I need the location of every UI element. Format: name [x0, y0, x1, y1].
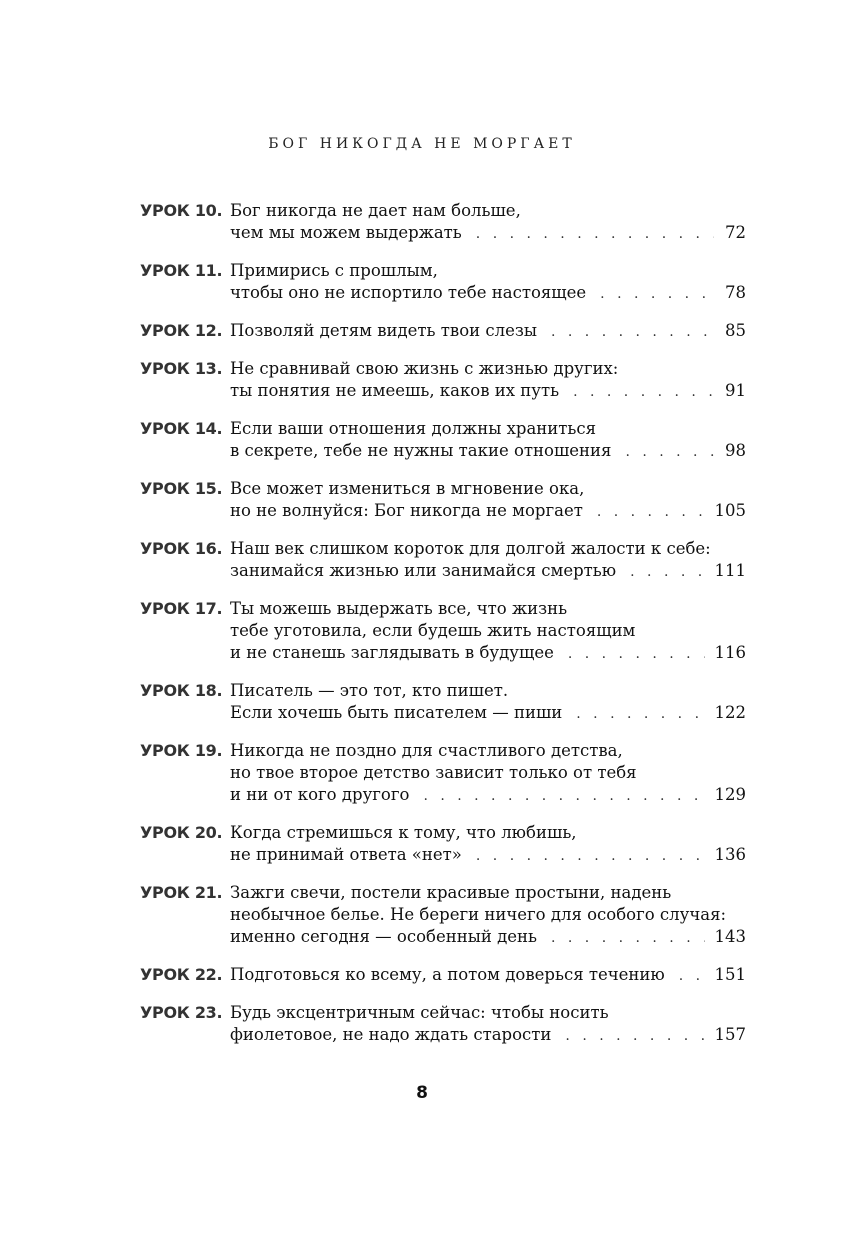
- dot-leader: [597, 501, 705, 523]
- toc-entry: [140, 538, 746, 583]
- toc-entry: [140, 598, 746, 665]
- title-line: Позволяй детям видеть твои слезы: [230, 321, 537, 340]
- title-line: и не станешь заглядывать в будущее: [230, 643, 554, 662]
- page-ref: 129: [714, 785, 746, 804]
- title-line: Ты можешь выдержать все, что жизнь: [230, 599, 568, 618]
- lesson-title: [230, 740, 746, 807]
- lesson-title: [230, 260, 746, 305]
- dot-leader: [476, 223, 714, 245]
- lesson-title: [230, 964, 746, 987]
- lesson-title: [230, 320, 746, 343]
- page-ref: 136: [714, 845, 746, 864]
- dot-leader: [679, 965, 705, 987]
- page-ref: 98: [725, 441, 746, 460]
- toc-entry: [140, 740, 746, 807]
- lesson-label: УРОК 11.: [140, 261, 223, 280]
- lesson-label: УРОК 23.: [140, 1003, 223, 1022]
- dot-leader: [565, 1025, 704, 1047]
- toc-entry: [140, 964, 746, 987]
- toc-entry: [140, 822, 746, 867]
- lesson-label: УРОК 22.: [140, 965, 223, 984]
- lesson-label: УРОК 18.: [140, 681, 223, 700]
- lesson-label: УРОК 17.: [140, 599, 223, 618]
- toc-entry: [140, 358, 746, 403]
- running-header: БОГ НИКОГДА НЕ МОРГАЕТ: [268, 136, 576, 152]
- title-line: Когда стремишься к тому, что любишь,: [230, 823, 577, 842]
- dot-leader: [625, 441, 714, 463]
- dot-leader: [551, 321, 714, 343]
- title-line: Примирись с прошлым,: [230, 261, 438, 280]
- page-ref: 157: [714, 1025, 746, 1044]
- page-number: 8: [416, 1083, 428, 1103]
- dot-leader: [630, 561, 704, 583]
- title-line: занимайся жизнью или занимайся смертью: [230, 561, 617, 580]
- lesson-label: УРОК 10.: [140, 201, 223, 220]
- lesson-label: УРОК 12.: [140, 321, 223, 340]
- dot-leader: [600, 283, 714, 305]
- title-line: но не волнуйся: Бог никогда не моргает: [230, 501, 583, 520]
- dot-leader: [476, 845, 705, 867]
- dot-leader: [568, 643, 705, 665]
- lesson-label: УРОК 21.: [140, 883, 223, 902]
- lesson-label: УРОК 13.: [140, 359, 223, 378]
- title-line: в секрете, тебе не нужны такие отношения: [230, 441, 612, 460]
- page-ref: 122: [714, 703, 746, 722]
- lesson-title: [230, 200, 746, 245]
- title-line: именно сегодня — особенный день: [230, 927, 537, 946]
- lesson-title: [230, 478, 746, 523]
- page-ref: 151: [714, 965, 746, 984]
- toc-entry: [140, 260, 746, 305]
- title-line: чтобы оно не испортило тебе настоящее: [230, 283, 587, 302]
- title-line: Бог никогда не дает нам больше,: [230, 201, 521, 220]
- page-ref: 105: [714, 501, 746, 520]
- toc-entry: [140, 1002, 746, 1047]
- lesson-title: [230, 882, 746, 949]
- lesson-title: [230, 538, 746, 583]
- dot-leader: [551, 927, 705, 949]
- title-line: не принимай ответа «нет»: [230, 845, 462, 864]
- title-line: Подготовься ко всему, а потом доверься течению: [230, 965, 665, 984]
- title-line: Будь эксцентричным сейчас: чтобы носить: [230, 1003, 609, 1022]
- title-line: Зажги свечи, постели красивые простыни, надень: [230, 883, 672, 902]
- table-of-contents: [140, 200, 746, 1062]
- toc-entry: [140, 418, 746, 463]
- lesson-title: [230, 822, 746, 867]
- toc-entry: [140, 320, 746, 343]
- dot-leader: [576, 703, 704, 725]
- title-line: Писатель — это тот, кто пишет.: [230, 681, 509, 700]
- page-ref: 78: [725, 283, 746, 302]
- title-line: ты понятия не имеешь, каков их путь: [230, 381, 560, 400]
- lesson-label: УРОК 14.: [140, 419, 223, 438]
- page-ref: 116: [714, 643, 746, 662]
- page-ref: 143: [714, 927, 746, 946]
- page-ref: 91: [725, 381, 746, 400]
- title-line: Наш век слишком короток для долгой жалости к себе:: [230, 539, 711, 558]
- title-line: Никогда не поздно для счастливого детства,: [230, 741, 623, 760]
- title-line: фиолетовое, не надо ждать старости: [230, 1025, 552, 1044]
- lesson-title: [230, 358, 746, 403]
- title-line: Если хочешь быть писателем — пиши: [230, 703, 563, 722]
- page-ref: 85: [725, 321, 746, 340]
- lesson-title: [230, 418, 746, 463]
- dot-leader: [423, 785, 704, 807]
- dot-leader: [573, 381, 714, 403]
- lesson-label: УРОК 19.: [140, 741, 223, 760]
- lesson-title: [230, 1002, 746, 1047]
- title-line: и ни от кого другого: [230, 785, 410, 804]
- title-line: тебе уготовила, если будешь жить настоящим: [230, 621, 636, 640]
- toc-entry: [140, 478, 746, 523]
- page-ref: 111: [714, 561, 746, 580]
- title-line: Не сравнивай свою жизнь с жизнью других:: [230, 359, 619, 378]
- title-line: Все может измениться в мгновение ока,: [230, 479, 585, 498]
- toc-entry: [140, 882, 746, 949]
- toc-entry: [140, 200, 746, 245]
- page-ref: 72: [725, 223, 746, 242]
- title-line: необычное белье. Не береги ничего для особого случая:: [230, 905, 727, 924]
- lesson-title: [230, 680, 746, 725]
- lesson-title: [230, 598, 746, 665]
- lesson-label: УРОК 16.: [140, 539, 223, 558]
- lesson-label: УРОК 15.: [140, 479, 223, 498]
- title-line: но твое второе детство зависит только от тебя: [230, 763, 637, 782]
- lesson-label: УРОК 20.: [140, 823, 223, 842]
- title-line: Если ваши отношения должны храниться: [230, 419, 597, 438]
- toc-entry: [140, 680, 746, 725]
- title-line: чем мы можем выдержать: [230, 223, 462, 242]
